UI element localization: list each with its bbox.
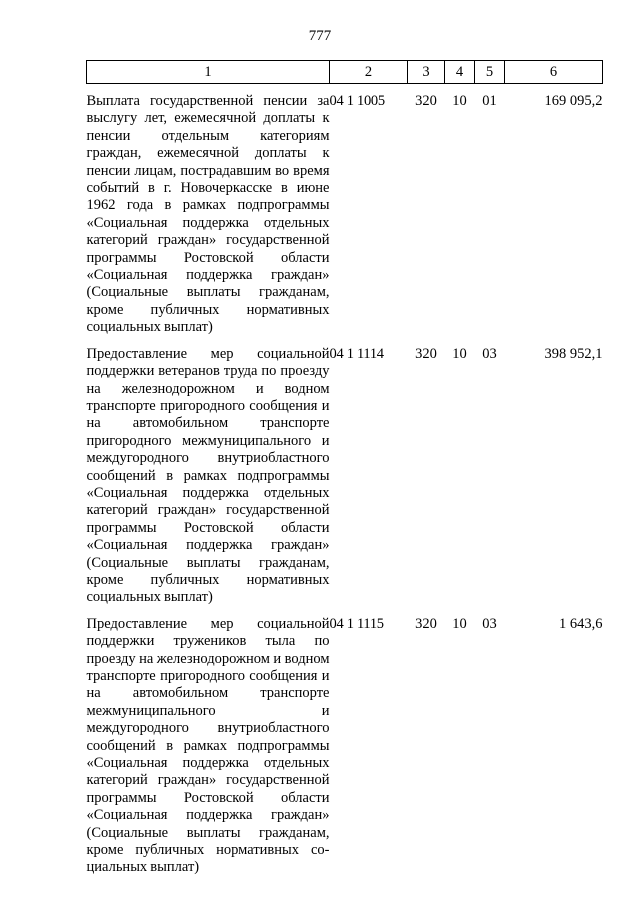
row-amount: 169 095,2 <box>544 93 603 109</box>
row-col-4: 10 <box>452 345 467 362</box>
header-col-3: 3 <box>408 61 445 84</box>
row-col-5: 03 <box>482 345 497 362</box>
header-col-1: 1 <box>87 61 330 84</box>
table-row <box>87 346 603 607</box>
row-code: 04 1 1005 <box>329 93 385 109</box>
header-col-2: 2 <box>330 61 408 84</box>
header-col-6: 6 <box>505 61 603 84</box>
row-col-3: 320 <box>415 615 437 632</box>
page-number: 777 <box>308 28 332 44</box>
row-col-3: 320 <box>415 93 437 109</box>
row-col-4: 10 <box>452 93 467 109</box>
row-col-5: 03 <box>482 615 497 632</box>
header-row <box>87 61 603 84</box>
row-col-5: 01 <box>482 93 497 109</box>
table-body <box>87 84 603 877</box>
table-row <box>87 93 603 337</box>
row-description: Предоставление мер социальной поддержки ветеранов труда по проезду на железнодорожном и водном транспорте пригородного сообщения и на автомобильном транспорте пригородного межмуниципального и междугородного внутриобластного сообщений в рамках подпрограммы «Социальная поддержка отдельных категорий граждан» государственной программы Ростовской области «Социальная поддержка граждан» (Социальные выплаты гражданам, кроме публичных нормативных социальных выплат) <box>86 345 330 606</box>
row-description: Предоставление мер социальной поддержки тружеников тыла по проезду на железнодорожном и водном транспорте пригородного сообщения и на автомобильном транспорте межмуниципального и междугородного внутриобластного сообщений в рамках подпрограммы «Социальная поддержка отдельных категорий граждан» государственной программы Ростовской области «Социальная поддержка граждан» (Социальные выплаты гражданам, кроме публичных нормативных социальных выплат) <box>86 615 330 876</box>
header-col-5: 5 <box>475 61 505 84</box>
row-description: Выплата государственной пенсии за выслугу лет, ежемесячной доплаты к пенсии отдельным категориям граждан, ежемесячной доплаты к пенсии лицам, пострадавшим во время событий в г. Новочеркасске в июне 1962 года в рамках подпрограммы «Социальная поддержка отдельных категорий граждан» государственной программы Ростовской области «Социальная поддержка граждан» (Социальные выплаты гражданам, кроме публичных нормативных социальных выплат) <box>86 93 330 336</box>
row-amount: 398 952,1 <box>544 345 603 362</box>
row-code: 04 1 1114 <box>329 345 384 362</box>
header-col-4: 4 <box>445 61 475 84</box>
row-col-3: 320 <box>415 345 437 362</box>
row-amount: 1 643,6 <box>559 615 603 632</box>
row-col-4: 10 <box>452 615 467 632</box>
row-code: 04 1 1115 <box>329 615 384 632</box>
table-row <box>87 616 603 877</box>
table-header <box>87 61 603 84</box>
budget-table <box>86 60 603 877</box>
